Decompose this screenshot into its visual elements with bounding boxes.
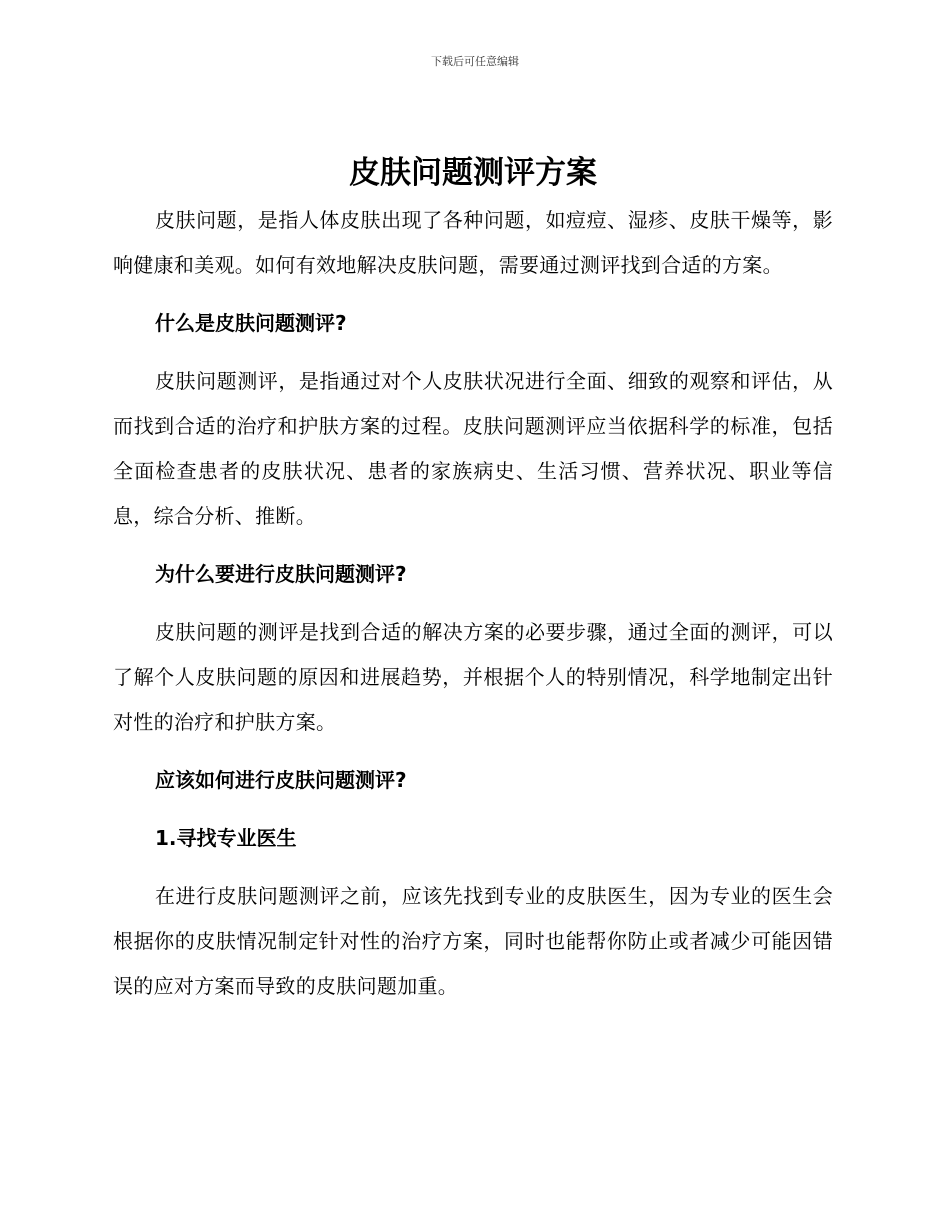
section-body-why: 皮肤问题的测评是找到合适的解决方案的必要步骤，通过全面的测评，可以了解个人皮肤问题的原因和进展趋势，并根据个人的特别情况，科学地制定出针对性的治疗和护肤方案。: [113, 620, 833, 734]
spacer: [113, 861, 833, 874]
section-heading-why: 为什么要进行皮肤问题测评?: [155, 562, 407, 586]
spacer: [113, 288, 833, 301]
intro-paragraph: 皮肤问题，是指人体皮肤出现了各种问题，如痘痘、湿疹、皮肤干燥等，影响健康和美观。如何有效地解决皮肤问题，需要通过测评找到合适的方案。: [113, 208, 833, 277]
document-title: 皮肤问题测评方案: [349, 155, 597, 191]
spacer: [113, 745, 833, 758]
document-body: [113, 148, 833, 1009]
spacer: [113, 346, 833, 359]
section-body-what: 皮肤问题测评，是指通过对个人皮肤状况进行全面、细致的观察和评估，从而找到合适的治疗和护肤方案的过程。皮肤问题测评应当依据科学的标准，包括全面检查患者的皮肤状况、患者的家族病史、生活习惯、营养状况、职业等信息，综合分析、推断。: [113, 369, 833, 528]
spacer: [113, 597, 833, 610]
section-heading-what: 什么是皮肤问题测评?: [155, 311, 347, 335]
page-header: 下载后可任意编辑: [431, 55, 519, 68]
spacer: [113, 803, 833, 816]
spacer: [113, 539, 833, 552]
step-heading-find-doctor: 1.寻找专业医生: [155, 826, 297, 850]
step-body-find-doctor: 在进行皮肤问题测评之前，应该先找到专业的皮肤医生，因为专业的医生会根据你的皮肤情况制定针对性的治疗方案，同时也能帮你防止或者减少可能因错误的应对方案而导致的皮肤问题加重。: [113, 884, 833, 998]
section-heading-how: 应该如何进行皮肤问题测评?: [155, 768, 407, 792]
